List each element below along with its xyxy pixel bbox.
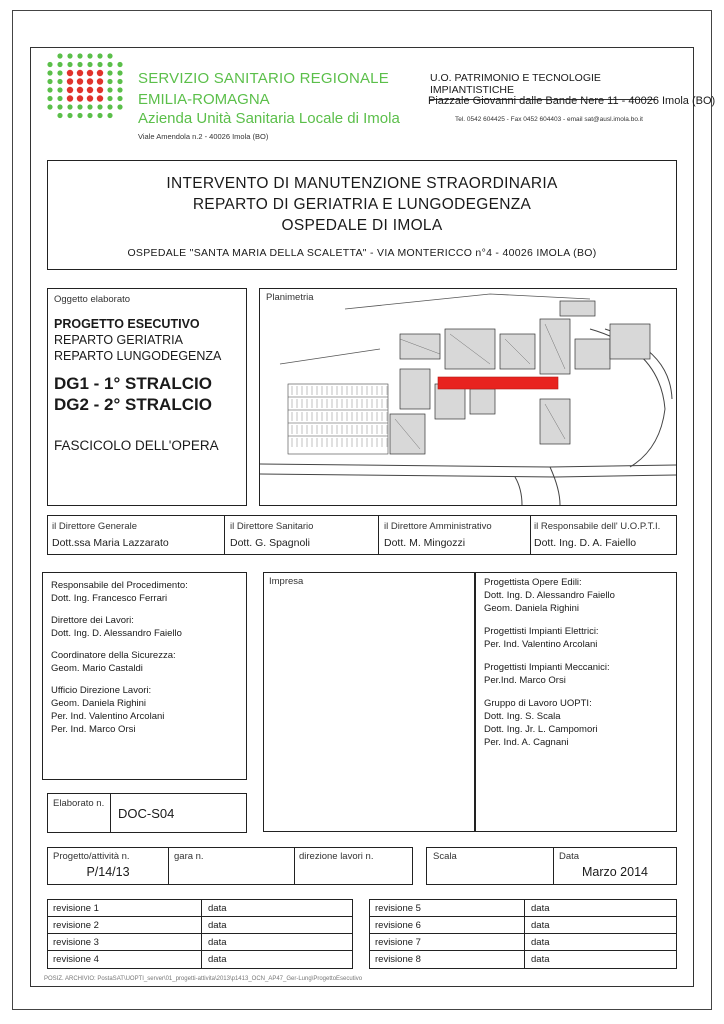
prog-role-1: Progettista Opere Edili: <box>484 577 582 588</box>
dept-contacts: Tel. 0542 604425 - Fax 0452 604403 - email sat@ausl.imola.bo.it <box>455 116 643 123</box>
reparto-line1: REPARTO GERIATRIA <box>54 333 183 347</box>
director-role-4: il Responsabile dell' U.O.P.T.I. <box>534 521 661 532</box>
logo-dot <box>87 62 92 67</box>
resp-role-2: Direttore dei Lavori: <box>51 615 134 626</box>
title-line3: OSPEDALE DI IMOLA <box>281 217 443 234</box>
logo-dot <box>67 87 73 93</box>
title-line1: INTERVENTO DI MANUTENZIONE STRAORDINARIA <box>166 175 558 192</box>
org-line2: EMILIA-ROMAGNA <box>138 91 270 108</box>
director-name-2: Dott. G. Spagnoli <box>230 537 310 549</box>
logo-dot <box>57 113 62 118</box>
revisione-data: data <box>531 954 550 965</box>
resp-name-4a: Geom. Daniela Righini <box>51 698 147 709</box>
dept-address: Piazzale Giovanni dalle Bande Nere 11 - 40026 Imola (BO) <box>428 95 716 107</box>
logo-dot <box>67 104 72 109</box>
logo-dot <box>97 62 102 67</box>
logo-dot <box>87 53 92 58</box>
logo-dot <box>57 104 62 109</box>
revisione-data: data <box>531 920 550 931</box>
revisione-label: revisione 1 <box>53 903 99 914</box>
revisione-data: data <box>208 937 227 948</box>
revisione-row <box>48 917 352 934</box>
data-label: Data <box>559 851 580 862</box>
logo-dot <box>107 113 112 118</box>
org-line3: Azienda Unità Sanitaria Locale di Imola <box>138 110 400 127</box>
logo-dot <box>87 87 93 93</box>
stralcio-1: DG1 - 1° STRALCIO <box>54 374 212 393</box>
logo-dot <box>77 113 82 118</box>
oggetto-box <box>47 288 247 506</box>
director-role-2: il Direttore Sanitario <box>230 521 314 532</box>
logo-dot <box>67 113 72 118</box>
resp-name-4b: Per. Ind. Valentino Arcolani <box>51 711 165 722</box>
impresa-box <box>263 572 475 832</box>
planimetria-box <box>259 288 677 506</box>
revisione-label: revisione 5 <box>375 903 421 914</box>
director-name-4: Dott. Ing. D. A. Faiello <box>534 537 637 549</box>
logo-dot <box>117 96 122 101</box>
logo-dot <box>77 104 82 109</box>
logo-dot <box>47 87 52 92</box>
prog-name-4c: Per. Ind. A. Cagnani <box>484 737 569 748</box>
logo-dot <box>77 70 83 76</box>
logo-dot <box>47 96 52 101</box>
prog-role-2: Progettisti Impianti Elettrici: <box>484 626 599 637</box>
logo-dot <box>77 62 82 67</box>
logo-dot <box>97 87 103 93</box>
revisione-label: revisione 8 <box>375 954 421 965</box>
revisione-row <box>48 951 352 968</box>
logo-dot <box>117 79 122 84</box>
resp-name-2: Dott. Ing. D. Alessandro Faiello <box>51 628 182 639</box>
director-name-1: Dott.ssa Maria Lazzarato <box>52 537 169 549</box>
logo-dot <box>57 53 62 58</box>
direzione-label: direzione lavori n. <box>299 851 374 862</box>
revisione-row <box>370 934 676 951</box>
oggetto-label: Oggetto elaborato <box>54 294 131 305</box>
logo-dot <box>117 87 122 92</box>
logo-dot <box>117 70 122 75</box>
stralcio-2: DG2 - 2° STRALCIO <box>54 395 212 414</box>
impresa-label: Impresa <box>269 576 304 587</box>
logo-dot <box>77 78 83 84</box>
logo-dot <box>107 96 112 101</box>
logo-dot <box>107 70 112 75</box>
resp-name-1: Dott. Ing. Francesco Ferrari <box>51 593 168 604</box>
title-line2: REPARTO DI GERIATRIA E LUNGODEGENZA <box>192 196 532 213</box>
prog-name-1b: Geom. Daniela Righini <box>484 603 580 614</box>
reparto-line2: REPARTO LUNGODEGENZA <box>54 349 222 363</box>
logo-dot <box>77 95 83 101</box>
revisione-label: revisione 2 <box>53 920 99 931</box>
logo-dot <box>97 53 102 58</box>
logo-dot <box>67 95 73 101</box>
logo-dot <box>57 79 62 84</box>
logo-dot <box>87 95 93 101</box>
revisioni-right-table <box>369 899 677 969</box>
logo-dot <box>67 53 72 58</box>
logo-dot <box>67 70 73 76</box>
logo-dot <box>57 96 62 101</box>
logo-dot <box>97 95 103 101</box>
logo-dot <box>107 62 112 67</box>
prog-role-3: Progettisti Impianti Meccanici: <box>484 662 610 673</box>
elaborato-value: DOC-S04 <box>118 806 175 821</box>
resp-role-1: Responsabile del Procedimento: <box>51 580 188 591</box>
resp-role-4: Ufficio Direzione Lavori: <box>51 685 152 696</box>
logo-dot <box>107 87 112 92</box>
revisione-data: data <box>531 937 550 948</box>
logo-dot <box>47 79 52 84</box>
revisione-data: data <box>208 954 227 965</box>
revisione-data: data <box>208 920 227 931</box>
revisione-data: data <box>531 903 550 914</box>
logo-dot <box>87 104 92 109</box>
logo-dot <box>97 70 103 76</box>
revisione-row <box>370 917 676 934</box>
logo-dot <box>97 78 103 84</box>
logo-dot <box>47 104 52 109</box>
revisione-label: revisione 7 <box>375 937 421 948</box>
progetto-label: Progetto/attività n. <box>53 851 130 862</box>
prog-name-1a: Dott. Ing. D. Alessandro Faiello <box>484 590 615 601</box>
revisione-data: data <box>208 903 227 914</box>
prog-name-4a: Dott. Ing. S. Scala <box>484 711 561 722</box>
director-role-1: il Direttore Generale <box>52 521 138 532</box>
fascicolo-label: FASCICOLO DELL'OPERA <box>54 438 219 453</box>
logo-dot <box>47 70 52 75</box>
logo-dot <box>107 79 112 84</box>
progetto-value: P/14/13 <box>86 865 130 879</box>
prog-name-4b: Dott. Ing. Jr. L. Campomori <box>484 724 598 735</box>
info-row-right <box>426 847 677 885</box>
responsabili-box <box>42 572 247 780</box>
title-block <box>47 160 677 270</box>
info-row-left <box>47 847 413 885</box>
logo-dot <box>67 78 73 84</box>
director-name-3: Dott. M. Mingozzi <box>384 537 466 549</box>
logo-dot <box>77 53 82 58</box>
logo-dot <box>97 104 102 109</box>
progettisti-box <box>475 572 677 832</box>
logo-dot <box>117 62 122 67</box>
reparto-highlight <box>438 377 558 389</box>
logo-dot <box>77 87 83 93</box>
logo-dot <box>57 87 62 92</box>
logo-dot <box>107 104 112 109</box>
logo-dot <box>87 78 93 84</box>
planimetria-label: Planimetria <box>266 292 314 303</box>
prog-role-4: Gruppo di Lavoro UOPTI: <box>484 698 592 709</box>
logo-dot <box>57 62 62 67</box>
resp-name-3: Geom. Mario Castaldi <box>51 663 143 674</box>
archive-path: POSIZ. ARCHIVIO: PostaSAT\UOPTI_server\01_progetti-attivita\2013\p1413_OCN_AP47_Ger-Lung\ProgettoEsecutivo <box>44 976 363 982</box>
director-role-3: il Direttore Amministrativo <box>384 521 492 532</box>
prog-name-2: Per. Ind. Valentino Arcolani <box>484 639 598 650</box>
logo-dot <box>87 70 93 76</box>
revisione-label: revisione 4 <box>53 954 99 965</box>
logo-dot <box>47 62 52 67</box>
gara-label: gara n. <box>174 851 204 862</box>
logo-dot <box>87 113 92 118</box>
elaborato-box <box>47 793 247 833</box>
revisione-row <box>48 934 352 951</box>
site-plan-map <box>260 289 676 505</box>
ausl-logo-icon <box>42 50 134 120</box>
resp-name-4c: Per. Ind. Marco Orsi <box>51 724 136 735</box>
title-address: OSPEDALE "SANTA MARIA DELLA SCALETTA" - VIA MONTERICCO n°4 - 40026 IMOLA (BO) <box>127 247 597 259</box>
dept-title: U.O. PATRIMONIO E TECNOLOGIE IMPIANTISTICHE <box>430 72 656 100</box>
elaborato-label: Elaborato n. <box>53 798 105 809</box>
logo-dot <box>67 62 72 67</box>
logo-dot <box>107 53 112 58</box>
scala-label: Scala <box>433 851 457 862</box>
revisione-label: revisione 3 <box>53 937 99 948</box>
org-line1: SERVIZIO SANITARIO REGIONALE <box>138 70 389 87</box>
resp-role-3: Coordinatore della Sicurezza: <box>51 650 176 661</box>
revisioni-left-table <box>47 899 353 969</box>
logo-dot <box>57 70 62 75</box>
progetto-title: PROGETTO ESECUTIVO <box>54 317 200 331</box>
revisione-row <box>48 900 352 917</box>
revisione-row <box>370 951 676 968</box>
data-value: Marzo 2014 <box>581 865 648 879</box>
directors-row <box>47 515 677 555</box>
org-address: Viale Amendola n.2 - 40026 Imola (BO) <box>138 132 269 141</box>
revisione-label: revisione 6 <box>375 920 421 931</box>
logo-dot <box>97 113 102 118</box>
prog-name-3: Per.Ind. Marco Orsi <box>484 675 566 686</box>
revisione-row <box>370 900 676 917</box>
logo-dot <box>117 104 122 109</box>
